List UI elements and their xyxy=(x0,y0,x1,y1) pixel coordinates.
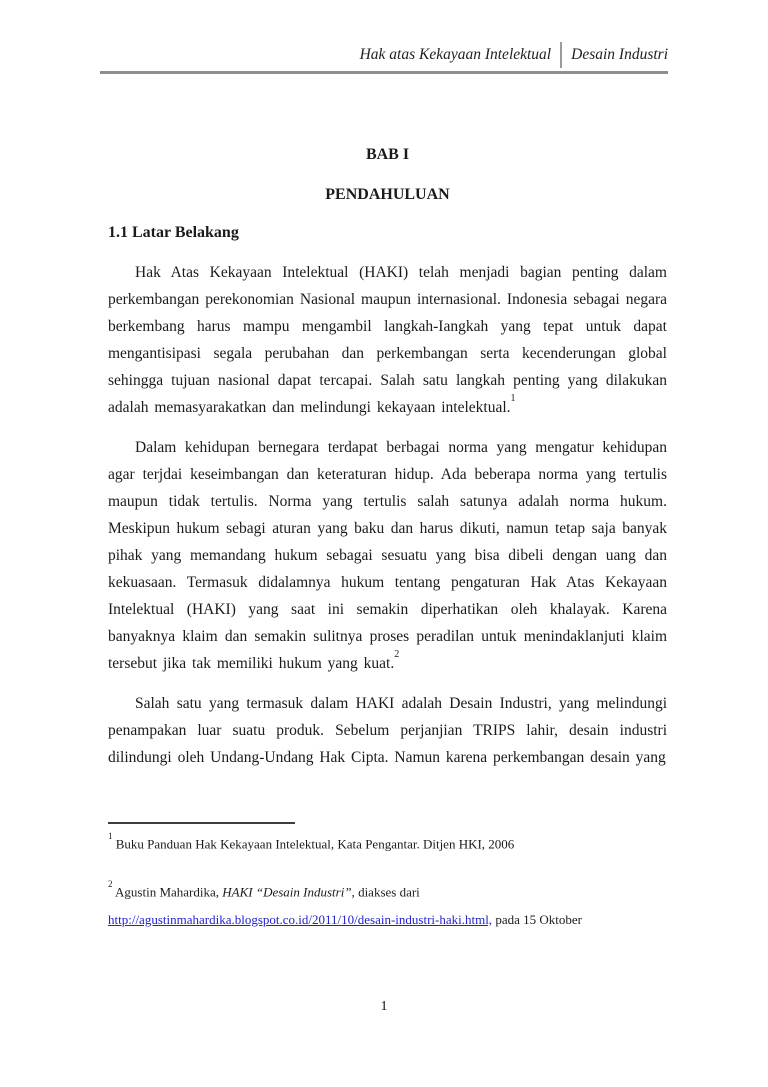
section-heading: 1.1 Latar Belakang xyxy=(108,224,239,241)
header-divider xyxy=(560,42,562,68)
header-left-title: Hak atas Kekayaan Intelektual xyxy=(359,46,552,63)
footnote-ref-1: 1 xyxy=(510,393,516,405)
footnote-1-text: Buku Panduan Hak Kekayaan Intelektual, Kata Pengantar. Ditjen HKI, 2006 xyxy=(112,836,515,852)
header-rule xyxy=(100,71,668,74)
paragraph-1-text: Hak Atas Kekayaan Intelektual (HAKI) telah menjadi bagian penting dalam perkembangan perekonomian Nasional maupun internasional. Indonesia sebagai negara berkembang harus mampu mengambil langkah-Iangkah yang tepat untuk dapat mengantisipasi segala perubahan dan perkembangan serta kecenderungan global sehingga tujuan nasional dapat tercapai. Salah satu langkah penting yang dilakukan adalah memasyarakatkan dan melindungi kekayaan intelektual. xyxy=(108,264,667,416)
footnote-2-number: 2 xyxy=(108,879,113,890)
footnotes-section xyxy=(108,822,667,933)
paragraph-2 xyxy=(108,434,667,677)
page-header xyxy=(100,42,668,74)
chapter-subtitle: PENDAHULUAN xyxy=(325,186,450,203)
document-body xyxy=(108,147,667,771)
footnote-1-number: 1 xyxy=(108,830,113,841)
footnote-2-post: diakses dari xyxy=(354,884,420,900)
paragraph-3-text: Salah satu yang termasuk dalam HAKI adalah Desain Industri, yang melindungi penampakan luar suatu produk. Sebelum perjanjian TRIPS lahir, desain industri dilindungi oleh Undang-Undang Hak Cipta. Namun karena perkembangan desain yang xyxy=(108,695,667,766)
header-row xyxy=(100,42,668,68)
footnote-separator xyxy=(108,822,295,824)
footnote-2-italic-title: HAKI “Desain Industri”, xyxy=(222,884,355,900)
paragraph-2-text: Dalam kehidupan bernegara terdapat berbagai norma yang mengatur kehidupan agar terjdai keseimbangan dan keteraturan hidup. Ada beberapa norma yang tertulis maupun tidak tertulis. Norma yang tertulis salah satunya adalah norma hukum. Meskipun hukum sebagi aturan yang baku dan harus dikuti, namun tetap saja banyak pihak yang memandang hukum sebagai sesuatu yang bisa dibeli dengan uang dan kekuasaan. Termasuk didalamnya hukum tentang pengaturan Hak Atas Kekayaan Intelektual (HAKI) yang saat ini semakin diperhatikan oleh khalayak. Karena banyaknya klaim dan semakin sulitnya proses peradilan untuk menindaklanjuti klaim tersebut jika tak memiliki hukum yang kuat. xyxy=(108,439,667,672)
chapter-title: BAB I xyxy=(365,146,410,163)
footnote-1 xyxy=(108,830,667,854)
footnote-2-hyperlink[interactable]: http://agustinmahardika.blogspot.co.id/2011/10/desain-industri-haki.html, xyxy=(108,911,493,927)
footnote-2-after-link: pada 15 Oktober xyxy=(492,911,582,927)
paragraph-1 xyxy=(108,259,667,421)
page-number: 1 xyxy=(380,999,388,1014)
footnote-ref-2: 2 xyxy=(394,649,400,661)
footnote-2-pre: Agustin Mahardika, xyxy=(112,884,223,900)
header-right-title: Desain Industri xyxy=(571,46,668,63)
paragraph-3 xyxy=(108,690,667,771)
footnote-2 xyxy=(108,875,667,932)
